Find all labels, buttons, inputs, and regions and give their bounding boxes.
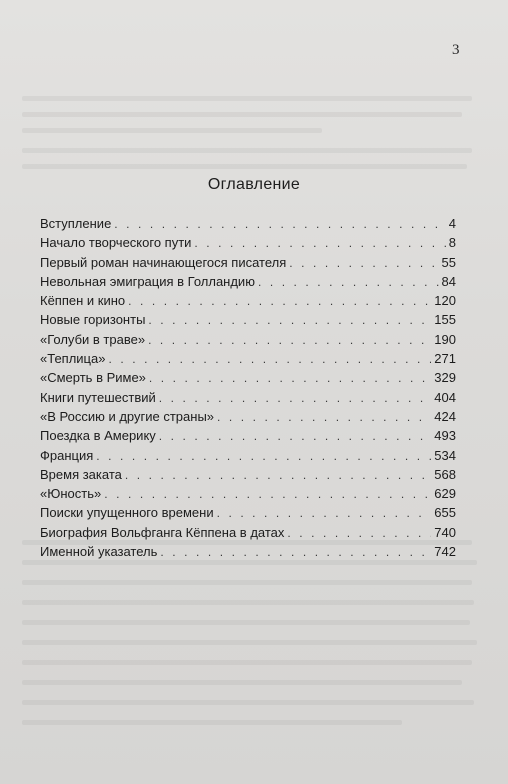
show-through-line — [22, 600, 474, 605]
toc-entry-label: Новые горизонты — [40, 312, 146, 328]
leader-dots — [148, 331, 431, 350]
toc-entry-label: «В Россию и другие страны» — [40, 408, 215, 424]
toc-entry-page: 534 — [434, 447, 456, 463]
toc-entry — [40, 484, 456, 503]
leader-dots — [125, 466, 431, 485]
toc-title: Оглавление — [207, 176, 301, 193]
toc-entry-page: 120 — [434, 293, 456, 309]
toc-entry-label: Первый роман начинающегося писателя — [40, 254, 287, 270]
toc-entry-label: Поездка в Америку — [40, 428, 156, 444]
toc-entry-page: 493 — [434, 428, 456, 444]
toc-entry — [40, 368, 456, 387]
toc-entry-label: Кёппен и кино — [40, 293, 126, 309]
toc-entry — [40, 426, 456, 445]
show-through-line — [22, 580, 472, 585]
toc-entry — [40, 523, 456, 542]
show-through-line — [22, 112, 462, 117]
toc-entry-page: 84 — [441, 273, 456, 289]
leader-dots — [104, 485, 431, 504]
show-through-line — [22, 660, 472, 665]
leader-dots — [289, 254, 438, 273]
toc-entry-label: «Смерть в Риме» — [40, 370, 146, 386]
toc-entry-page: 742 — [434, 544, 456, 560]
toc-entry-label: «Голуби в траве» — [40, 331, 146, 347]
toc-entry-page: 155 — [434, 312, 456, 328]
toc-entry-label: Биография Вольфганга Кёппена в датах — [40, 524, 285, 540]
toc-entry — [40, 330, 456, 349]
leader-dots — [159, 427, 432, 446]
toc-entry-label: «Теплица» — [40, 351, 106, 367]
toc-entry — [40, 214, 456, 233]
show-through-line — [22, 700, 474, 705]
toc-entry — [40, 233, 456, 252]
toc-entry-label: Поиски упущенного времени — [40, 505, 214, 521]
leader-dots — [128, 292, 431, 311]
leader-dots — [159, 389, 432, 408]
toc-entry-page: 740 — [434, 524, 456, 540]
show-through-line — [22, 620, 470, 625]
toc-entry-label: «Юность» — [40, 486, 102, 502]
toc-entry-page: 271 — [434, 351, 456, 367]
leader-dots — [258, 273, 439, 292]
show-through-line — [22, 128, 322, 133]
leader-dots — [108, 350, 431, 369]
toc-entry-label: Невольная эмиграция в Голландию — [40, 273, 255, 289]
toc-entry-page: 4 — [448, 216, 456, 231]
show-through-line — [22, 680, 462, 685]
show-through-line — [22, 164, 467, 169]
page-number: 3 — [452, 42, 460, 58]
toc-entry-page: 568 — [434, 466, 456, 482]
toc-entry — [40, 503, 456, 522]
toc-entry — [40, 349, 456, 368]
toc-entry — [40, 272, 456, 291]
leader-dots — [287, 524, 431, 543]
toc-entry-label: Именной указатель — [40, 544, 158, 560]
toc-entry-page: 190 — [434, 331, 456, 347]
leader-dots — [149, 369, 431, 388]
show-through-line — [22, 96, 472, 101]
toc-entry-page: 629 — [434, 486, 456, 502]
toc-entry-page: 424 — [434, 408, 456, 424]
leader-dots — [114, 215, 445, 234]
toc-entry-label: Вступление — [40, 216, 112, 231]
toc-entry-label: Франция — [40, 447, 94, 463]
leader-dots — [160, 543, 431, 562]
toc-entry-label: Начало творческого пути — [40, 235, 192, 251]
show-through-line — [22, 640, 477, 645]
leader-dots — [217, 504, 432, 523]
show-through-line — [22, 720, 402, 725]
leader-dots — [194, 234, 445, 253]
toc-entry — [40, 253, 456, 272]
show-through-line — [22, 148, 472, 153]
toc-entry — [40, 465, 456, 484]
toc-entry-page: 55 — [441, 254, 456, 270]
leader-dots — [148, 311, 431, 330]
leader-dots — [217, 408, 431, 427]
toc-entry — [40, 407, 456, 426]
toc-entry — [40, 388, 456, 407]
toc-entry-page: 8 — [448, 235, 456, 251]
leader-dots — [96, 447, 431, 466]
toc-entry — [40, 310, 456, 329]
toc-entry-page: 404 — [434, 389, 456, 405]
toc-entry-label: Книги путешествий — [40, 389, 156, 405]
toc-entry-label: Время заката — [40, 466, 122, 482]
toc-entry — [40, 291, 456, 310]
toc-entry — [40, 446, 456, 465]
toc-entry-page: 655 — [434, 505, 456, 521]
toc-entry — [40, 542, 456, 561]
toc-entry-page: 329 — [434, 370, 456, 386]
table-of-contents — [40, 214, 456, 561]
